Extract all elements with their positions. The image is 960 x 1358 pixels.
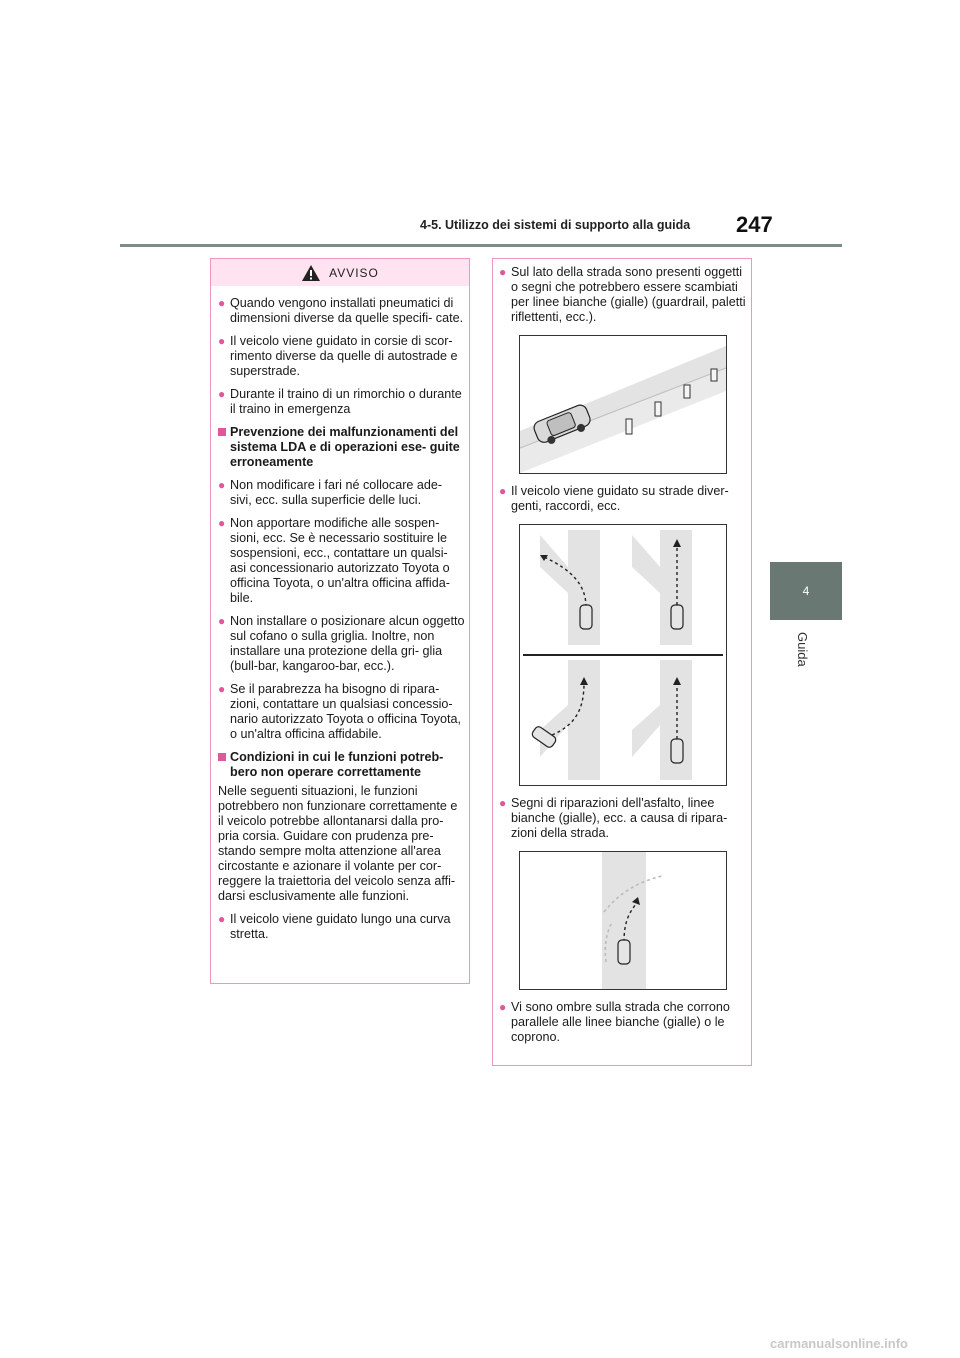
list-item <box>218 334 465 379</box>
list-item <box>218 516 465 606</box>
subheading <box>218 425 465 470</box>
bullet-icon: ● <box>499 1000 507 1014</box>
paragraph: Nelle seguenti situazioni, le funzioni potrebbero non funzionare correttamente e il veicolo potrebbe allontanarsi dalla pro- pria corsia. Guidare con prudenza pre- stando sempre molta attenzione all'area circostante e azionare il volante per cor- reggere la traiettoria del veicolo senza affi- darsi esclusivamente alle funzioni. <box>218 784 458 903</box>
bullet-text: Segni di riparazioni dell'asfalto, linee bianche (gialle), ecc. a causa di ripara- zioni della strada. <box>511 796 728 840</box>
square-bullet-icon <box>218 425 230 470</box>
bullet-icon: ● <box>218 516 226 530</box>
page-number: 247 <box>736 212 773 237</box>
list-item <box>218 682 465 742</box>
bullet-icon: ● <box>218 614 226 628</box>
warning-triangle-icon <box>301 264 321 282</box>
bullet-icon: ● <box>499 265 507 279</box>
car-icon <box>618 940 630 964</box>
bullet-text: Il veicolo viene guidato su strade diver- genti, raccordi, ecc. <box>511 484 729 513</box>
chapter-tab[interactable]: 4 <box>770 562 842 620</box>
road-diagram-top-left <box>540 530 600 645</box>
bullet-text: Sul lato della strada sono presenti oggetti o segni che potrebbero essere scambiati per linee bianche (gialle) (guardrail, paletti riflettenti, ecc.). <box>511 265 746 324</box>
road-diagram-top-right <box>632 530 692 645</box>
list-item <box>499 796 747 841</box>
bullet-text: Durante il traino di un rimorchio o durante il traino in emergenza <box>230 387 462 416</box>
bullet-text: Vi sono ombre sulla strada che corrono parallele alle linee bianche (gialle) o le coprono. <box>511 1000 730 1044</box>
subheading-text: Condizioni in cui le funzioni potreb- bero non operare correttamente <box>230 750 444 779</box>
bullet-icon: ● <box>218 912 226 926</box>
bullet-icon: ● <box>218 478 226 492</box>
chapter-label: Guida <box>795 632 810 667</box>
header-rule <box>120 244 842 247</box>
bullet-text: Il veicolo viene guidato in corsie di scor- rimento diverse da quelle di autostrade e superstrade. <box>230 334 458 378</box>
bullet-text: Non modificare i fari né collocare ade- sivi, ecc. sulla superficie delle luci. <box>230 478 443 507</box>
list-item <box>499 484 747 514</box>
road-diagram-bottom-left <box>531 660 600 780</box>
list-item <box>218 478 465 508</box>
diverging-road-illustration <box>519 524 727 786</box>
list-item <box>218 614 465 674</box>
list-item <box>218 912 465 942</box>
bullet-icon: ● <box>218 296 226 310</box>
bullet-text: Se il parabrezza ha bisogno di ripara- zioni, contattare un qualsiasi concessio- nario autorizzato Toyota o officina Toyota, o un'altra officina affidabile. <box>230 682 462 741</box>
road-repair-illustration <box>519 851 727 990</box>
bullet-icon: ● <box>218 334 226 348</box>
list-item <box>499 1000 747 1045</box>
list-item <box>218 296 465 326</box>
watermark: carmanualsonline.info <box>770 1336 908 1351</box>
bullet-text: Il veicolo viene guidato lungo una curva stretta. <box>230 912 451 941</box>
bullet-icon: ● <box>218 682 226 696</box>
warning-box <box>210 258 470 984</box>
list-item <box>499 265 747 325</box>
bullet-text: Quando vengono installati pneumatici di dimensioni diverse da quelle specifi- cate. <box>230 296 464 325</box>
subheading <box>218 750 465 780</box>
bullet-text: Non apportare modifiche alle sospen- sioni, ecc. Se è necessario sostituire le sospensioni, ecc., contattare un qualsi- asi concessionario autorizzato Toyota o officina Toyota, o un'altra officina affida- bile. <box>230 516 450 605</box>
bullet-icon: ● <box>218 387 226 401</box>
square-bullet-icon <box>218 750 230 780</box>
section-title: 4-5. Utilizzo dei sistemi di supporto alla guida <box>420 218 691 232</box>
warning-title: AVVISO <box>329 265 379 280</box>
subheading-text: Prevenzione dei malfunzionamenti del sistema LDA e di operazioni ese- guite erroneamente <box>230 425 460 469</box>
bullet-icon: ● <box>499 796 507 810</box>
bullet-text: Non installare o posizionare alcun oggetto sul cofano o sulla griglia. Inoltre, non installare una protezione della gri- glia (bull-bar, kangaroo-bar, ecc.). <box>230 614 465 673</box>
warning-header <box>211 259 469 286</box>
road-diagram-bottom-right <box>632 660 692 780</box>
continued-box <box>492 258 752 1066</box>
guardrail-illustration <box>519 335 727 474</box>
list-item <box>218 387 465 417</box>
bullet-icon: ● <box>499 484 507 498</box>
